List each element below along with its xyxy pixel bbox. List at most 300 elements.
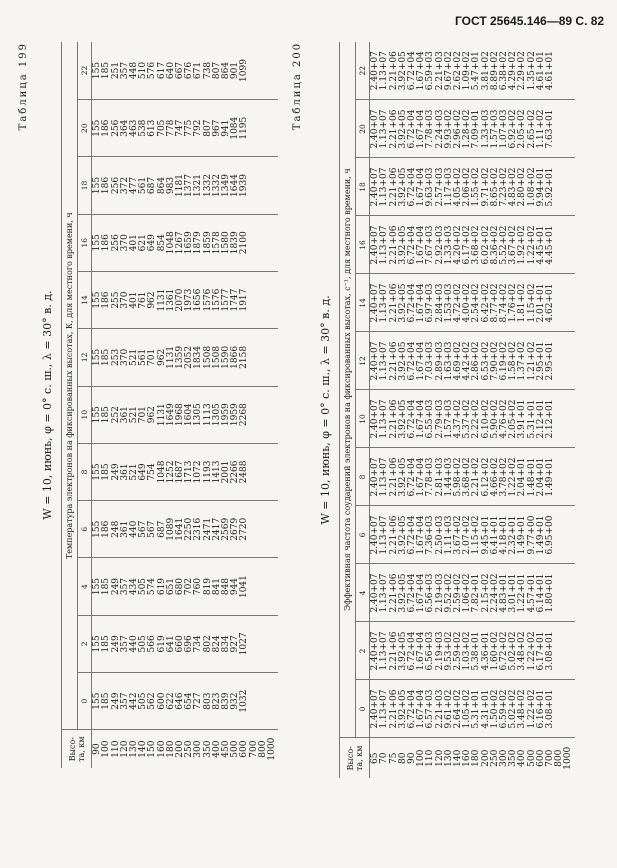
- table-cell: 1084: [230, 116, 241, 140]
- table-cell: 440: [129, 520, 140, 538]
- column-header: 6: [356, 506, 370, 564]
- table-cell: 2266: [230, 460, 241, 484]
- table-cell: 1578: [211, 231, 222, 255]
- table-cell: 5.92+01: [545, 167, 556, 207]
- table-cell: 2.96+02: [453, 109, 464, 149]
- table-cell: 185: [101, 348, 112, 366]
- table-199: [61, 42, 278, 768]
- height-value: 160: [462, 749, 473, 767]
- data-column: [370, 100, 575, 158]
- table-cell: 6.56+03: [425, 631, 436, 671]
- data-column: [92, 42, 279, 100]
- table-cell: 1.17+03: [443, 167, 454, 207]
- table-cell: 2.07+02: [462, 515, 473, 555]
- table-cell: 654: [184, 692, 195, 710]
- table-cell: 2.40+07: [370, 283, 381, 323]
- table-cell: 1.57+03: [443, 399, 454, 439]
- table-cell: 3.48+02: [517, 631, 528, 671]
- table-cell: 361: [119, 463, 130, 481]
- table-cell: 649: [147, 234, 158, 252]
- table-cell: 1.44+03: [443, 457, 454, 497]
- column-header: 6: [78, 501, 92, 558]
- table-cell: 848: [221, 577, 232, 596]
- table-cell: 901: [230, 61, 241, 80]
- table-cell: 680: [175, 577, 186, 596]
- table-cell: 1859: [202, 231, 213, 255]
- table-cell: 1321: [193, 174, 204, 197]
- table-cell: 6.72+04: [407, 109, 418, 149]
- table-cell: 2.04+01: [535, 457, 546, 497]
- table-cell: 6.97+03: [425, 283, 436, 323]
- table-cell: 941: [221, 119, 232, 137]
- table-cell: 357: [119, 635, 130, 653]
- table-cell: 249: [110, 692, 121, 710]
- table-cell: 3.68+02: [471, 225, 482, 265]
- table-cell: 9.53+02: [443, 631, 454, 671]
- table-cell: 6.72+04: [407, 51, 418, 91]
- table-cell: 256: [110, 176, 121, 195]
- table-cell: 1.67+04: [416, 515, 427, 555]
- table-cell: 2.21+06: [388, 631, 399, 671]
- table-cell: 155: [92, 61, 103, 80]
- table-cell: 1.13+07: [379, 457, 390, 497]
- height-value: 350: [202, 740, 213, 758]
- table-cell: 2.21+06: [388, 167, 399, 207]
- table-cell: 1.22+02: [508, 457, 519, 497]
- table-cell: 1361: [165, 288, 176, 312]
- table-cell: 641: [165, 635, 176, 653]
- table-cell: 1.13+07: [379, 167, 390, 207]
- table-199-label: Таблица 199: [18, 42, 29, 131]
- table-cell: 622: [165, 692, 176, 710]
- table-cell: 2417: [211, 517, 222, 541]
- table-200: [339, 42, 575, 778]
- table-cell: 671: [193, 61, 204, 80]
- height-value: 500: [526, 749, 537, 767]
- table-cell: 1377: [184, 174, 195, 197]
- table-cell: 1.81+02: [517, 283, 528, 323]
- table-cell: 2.40+07: [370, 689, 381, 729]
- table-cell: 1.37+02: [517, 341, 528, 381]
- table-cell: 155: [92, 520, 103, 538]
- table-cell: 4.83+02: [508, 167, 519, 207]
- table-cell: 6.14+01: [535, 573, 546, 613]
- table-cell: 9.67+02: [443, 51, 454, 91]
- column-header: 0: [356, 680, 370, 738]
- data-column: [92, 214, 279, 271]
- height-value: 130: [443, 749, 454, 767]
- table-cell: 2.81+03: [434, 457, 445, 497]
- table-200-title: W = 10, июнь, φ = 0° с. ш., λ = 30° в. д.: [319, 295, 332, 525]
- table-cell: 2316: [193, 517, 204, 541]
- table-cell: 3.08+01: [545, 631, 556, 671]
- table-cell: 2.21+02: [471, 457, 482, 497]
- table-cell: 761: [138, 291, 149, 309]
- table-cell: 505: [138, 692, 149, 710]
- table-cell: 3.92+05: [397, 515, 408, 555]
- table-cell: 2.84+03: [434, 283, 445, 323]
- table-cell: 2.12+01: [535, 399, 546, 439]
- table-cell: 7.82+01: [471, 573, 482, 613]
- table-cell: 1.67+04: [416, 573, 427, 613]
- table-cell: 5.31+01: [471, 689, 482, 729]
- table-cell: 1.11+03: [443, 515, 454, 555]
- height-value: 600: [535, 749, 546, 767]
- table-cell: 3.92+05: [397, 51, 408, 91]
- table-cell: 651: [165, 577, 176, 596]
- table-cell: 5.38+01: [471, 631, 482, 671]
- table-cell: 4.76+02: [499, 399, 510, 439]
- table-cell: 1.92+02: [517, 225, 528, 265]
- table-cell: 1252: [165, 460, 176, 484]
- data-column: [370, 622, 575, 680]
- table-200-subheader: Эффективная частота соударений электронов на фиксированных высотах, с⁻¹, для местного времени, ч: [340, 42, 356, 738]
- table-cell: 357: [119, 577, 130, 596]
- table-cell: 983: [165, 176, 176, 195]
- table-cell: 6.57+03: [425, 689, 436, 729]
- table-cell: 1713: [184, 460, 195, 484]
- table-cell: 1131: [165, 345, 176, 369]
- table-cell: 676: [184, 61, 195, 80]
- table-cell: 2.21+06: [388, 515, 399, 555]
- table-cell: 155: [92, 406, 103, 424]
- table-cell: 2.05+02: [508, 399, 519, 439]
- table-cell: 4.36+01: [480, 631, 491, 671]
- table-cell: 1879: [193, 231, 204, 255]
- height-value: 140: [138, 740, 149, 758]
- table-cell: 2.01+01: [535, 283, 546, 323]
- table-cell: 619: [156, 577, 167, 596]
- table-cell: 1131: [156, 288, 167, 312]
- table-cell: 2.21+03: [434, 51, 445, 91]
- table-cell: 448: [129, 61, 140, 80]
- height-value: 100: [101, 740, 112, 758]
- table-cell: 1.06+02: [462, 573, 473, 613]
- table-cell: 5.90+02: [489, 399, 500, 439]
- height-value: 700: [545, 749, 556, 767]
- table-cell: 1.33+03: [443, 225, 454, 265]
- table-cell: 4.66+02: [489, 457, 500, 497]
- table-cell: 2.06+02: [462, 167, 473, 207]
- table-cell: 1.67+04: [416, 399, 427, 439]
- table-cell: 1089: [165, 517, 176, 541]
- table-cell: 1267: [175, 231, 186, 255]
- table-cell: 370: [119, 348, 130, 366]
- table-cell: 1834: [193, 345, 204, 369]
- table-cell: 2.40+07: [370, 51, 381, 91]
- table-cell: 1.22+02: [526, 631, 537, 671]
- data-column: [370, 274, 575, 332]
- table-cell: 4.69+02: [453, 341, 464, 381]
- table-cell: 1.67+04: [416, 689, 427, 729]
- table-cell: 401: [129, 291, 140, 309]
- table-cell: 600: [156, 692, 167, 710]
- data-column: [370, 158, 575, 216]
- data-column: [92, 443, 279, 500]
- table-cell: 2.79+03: [434, 399, 445, 439]
- table-cell: 186: [101, 520, 112, 538]
- table-cell: 4.00+02: [462, 283, 473, 323]
- table-cell: 3.91+01: [517, 399, 528, 439]
- table-cell: 372: [119, 176, 130, 195]
- table-cell: 2.05+02: [517, 109, 528, 149]
- table-cell: 1.13+07: [379, 631, 390, 671]
- table-cell: 2.32+01: [508, 515, 519, 555]
- table-cell: 1.03+02: [462, 631, 473, 671]
- table-cell: 7.78+03: [425, 457, 436, 497]
- table-cell: 2.86+02: [471, 341, 482, 381]
- table-cell: 4.72+02: [453, 283, 464, 323]
- table-cell: 357: [119, 692, 130, 710]
- table-cell: 2.12+01: [545, 399, 556, 439]
- table-cell: 6.72+04: [407, 283, 418, 323]
- table-cell: 6.19+02: [499, 341, 510, 381]
- data-column: [92, 501, 279, 558]
- table-cell: 3.92+05: [397, 167, 408, 207]
- table-cell: 2.54+02: [471, 283, 482, 323]
- table-cell: 2.59+02: [453, 573, 464, 613]
- table-cell: 4.29+02: [508, 51, 519, 91]
- table-cell: 1508: [211, 345, 222, 369]
- table-cell: 2052: [184, 345, 195, 369]
- table-cell: 1349: [221, 174, 232, 197]
- column-header: 16: [356, 216, 370, 274]
- table-cell: 2.21+06: [388, 51, 399, 91]
- table-cell: 7.90+02: [489, 341, 500, 381]
- table-cell: 2.40+07: [370, 573, 381, 613]
- table-cell: 7.67+03: [425, 225, 436, 265]
- height-value: 450: [221, 740, 232, 758]
- height-value: 300: [193, 740, 204, 758]
- table-cell: 2.24+02: [489, 573, 500, 613]
- table-cell: 2.59+02: [453, 631, 464, 671]
- table-cell: 2.57+03: [434, 167, 445, 207]
- table-200-label: Таблица 200: [292, 41, 303, 131]
- table-199-block: [18, 42, 278, 768]
- table-cell: 660: [175, 635, 186, 653]
- height-value: 800: [554, 749, 565, 767]
- table-cell: 1968: [175, 403, 186, 427]
- table-cell: 3.92+05: [397, 573, 408, 613]
- table-cell: 760: [193, 577, 204, 596]
- table-cell: 2.40+07: [370, 515, 381, 555]
- table-cell: 9.94+01: [535, 167, 546, 207]
- table-cell: 1.22+01: [517, 573, 528, 613]
- table-cell: 1.67+04: [416, 631, 427, 671]
- height-value: 1000: [563, 746, 574, 770]
- table-cell: 696: [184, 635, 195, 653]
- table-cell: 8.77+02: [489, 283, 500, 323]
- table-cell: 1.13+07: [379, 399, 390, 439]
- column-header: 14: [78, 271, 92, 328]
- table-cell: 1.13+07: [379, 689, 390, 729]
- table-cell: 248: [110, 520, 121, 538]
- table-cell: 1.09+02: [462, 51, 473, 91]
- table-cell: 2.21+06: [388, 689, 399, 729]
- table-cell: 155: [92, 692, 103, 710]
- table-cell: 561: [138, 348, 149, 366]
- page-header: ГОСТ 25645.146—89 С. 82: [455, 14, 605, 28]
- table-cell: 6.72+04: [407, 631, 418, 671]
- table-cell: 1.13+07: [379, 51, 390, 91]
- table-cell: 1.67+04: [416, 51, 427, 91]
- table-cell: 2.04+01: [517, 457, 528, 497]
- table-cell: 6.72+04: [407, 515, 418, 555]
- table-cell: 4.31+01: [480, 689, 491, 729]
- table-cell: 2250: [184, 517, 195, 541]
- table-cell: 567: [147, 520, 158, 538]
- data-column: [92, 157, 279, 214]
- table-cell: 932: [230, 692, 241, 710]
- table-cell: 819: [202, 577, 213, 596]
- table-cell: 8.74+02: [499, 283, 510, 323]
- table-cell: 357: [119, 61, 130, 80]
- height-value: 600: [239, 740, 250, 758]
- table-cell: 619: [156, 635, 167, 653]
- table-cell: 1.13+07: [379, 515, 390, 555]
- table-cell: 567: [138, 520, 149, 538]
- table-cell: 256: [110, 119, 121, 137]
- table-cell: 1747: [230, 288, 241, 312]
- column-header: 2: [356, 622, 370, 680]
- column-header: 18: [78, 157, 92, 214]
- table-cell: 2.40+07: [370, 341, 381, 381]
- table-cell: 927: [230, 635, 241, 653]
- height-value: 75: [388, 752, 399, 764]
- table-cell: 3.92+05: [397, 457, 408, 497]
- table-cell: 3.92+05: [397, 341, 408, 381]
- height-value: 110: [425, 749, 436, 767]
- column-header: 2: [78, 615, 92, 672]
- table-cell: 1.15+02: [471, 515, 482, 555]
- table-cell: 5.98+02: [453, 457, 464, 497]
- table-cell: 1577: [221, 288, 232, 312]
- table-cell: 9.61+02: [443, 689, 454, 729]
- column-header: 10: [78, 386, 92, 443]
- data-column: [92, 329, 279, 386]
- table-cell: 6.17+01: [535, 631, 546, 671]
- table-cell: 705: [156, 119, 167, 137]
- table-cell: 3.01+01: [508, 573, 519, 613]
- data-column: [92, 271, 279, 328]
- table-cell: 2.95+01: [545, 341, 556, 381]
- table-cell: 1656: [193, 288, 204, 312]
- table-cell: 1959: [230, 403, 241, 427]
- table-cell: 734: [193, 635, 204, 653]
- height-value: 90: [407, 752, 418, 764]
- table-cell: 185: [101, 406, 112, 424]
- table-cell: 2.21+03: [434, 689, 445, 729]
- table-cell: 6.55+03: [425, 399, 436, 439]
- table-cell: 1.08+02: [526, 167, 537, 207]
- table-cell: 1032: [239, 689, 250, 713]
- table-cell: 1305: [211, 403, 222, 427]
- table-cell: 2.29+02: [517, 51, 528, 91]
- column-header: 20: [356, 100, 370, 158]
- column-header: 18: [356, 158, 370, 216]
- table-cell: 1.49+01: [545, 457, 556, 497]
- table-cell: 4.45+01: [545, 225, 556, 265]
- table-cell: 1.67+04: [416, 109, 427, 149]
- column-header: 12: [78, 329, 92, 386]
- table-cell: 6.41+01: [489, 515, 500, 555]
- table-cell: 701: [138, 406, 149, 424]
- table-cell: 1.13+07: [379, 225, 390, 265]
- table-cell: 6.42+02: [480, 283, 491, 323]
- table-cell: 2.24+03: [434, 109, 445, 149]
- table-cell: 186: [101, 234, 112, 252]
- table-cell: 249: [110, 463, 121, 481]
- table-cell: 9.45+01: [480, 515, 491, 555]
- table-cell: 778: [165, 119, 176, 137]
- table-cell: 6.56+03: [425, 573, 436, 613]
- column-header: 8: [356, 448, 370, 506]
- table-cell: 727: [193, 692, 204, 710]
- table-cell: 775: [184, 119, 195, 137]
- table-cell: 841: [211, 577, 222, 596]
- table-cell: 802: [202, 635, 213, 653]
- table-cell: 6.72+02: [499, 631, 510, 671]
- table-cell: 186: [101, 291, 112, 309]
- column-header: 22: [356, 42, 370, 100]
- height-value: 140: [453, 749, 464, 767]
- table-cell: 155: [92, 577, 103, 596]
- table-cell: 864: [221, 61, 232, 80]
- table-cell: 1659: [184, 231, 195, 255]
- table-cell: 701: [147, 348, 158, 366]
- data-column: [370, 216, 575, 274]
- column-header: 16: [78, 214, 92, 271]
- table-cell: 155: [92, 463, 103, 481]
- table-cell: 2.21+06: [388, 109, 399, 149]
- height-value: 500: [230, 740, 241, 758]
- table-cell: 5.02+02: [508, 631, 519, 671]
- table-cell: 1131: [156, 403, 167, 427]
- table-cell: 2001: [221, 460, 232, 484]
- table-cell: 2100: [239, 231, 250, 255]
- table-cell: 9.63+03: [425, 167, 436, 207]
- table-cell: 361: [119, 520, 130, 538]
- table-cell: 364: [119, 119, 130, 137]
- table-cell: 4.57+01: [526, 573, 537, 613]
- height-value: 180: [471, 749, 482, 767]
- table-cell: 3.92+05: [397, 109, 408, 149]
- table-cell: 1.13+07: [379, 109, 390, 149]
- table-cell: 252: [110, 406, 121, 424]
- table-cell: 505: [138, 577, 149, 596]
- height-value: 700: [248, 740, 259, 758]
- table-cell: 6.72+04: [407, 341, 418, 381]
- table-cell: 1.49+01: [535, 515, 546, 555]
- table-cell: 807: [202, 119, 213, 137]
- table-cell: 2.21+06: [388, 399, 399, 439]
- column-header: 12: [356, 332, 370, 390]
- table-cell: 566: [147, 635, 158, 653]
- height-value: 80: [397, 752, 408, 764]
- table-cell: 1.48+01: [526, 457, 537, 497]
- table-cell: 521: [129, 406, 140, 424]
- table-cell: 155: [92, 234, 103, 252]
- height-value: 1000: [267, 737, 278, 761]
- table-cell: 2.40+07: [370, 457, 381, 497]
- table-cell: 2.21+06: [388, 341, 399, 381]
- table-cell: 434: [129, 577, 140, 596]
- table-cell: 185: [101, 692, 112, 710]
- table-cell: 1.35+02: [526, 51, 537, 91]
- table-cell: 6.72+04: [407, 573, 418, 613]
- table-cell: 2.22+02: [471, 399, 482, 439]
- table-cell: 6.38+02: [499, 51, 510, 91]
